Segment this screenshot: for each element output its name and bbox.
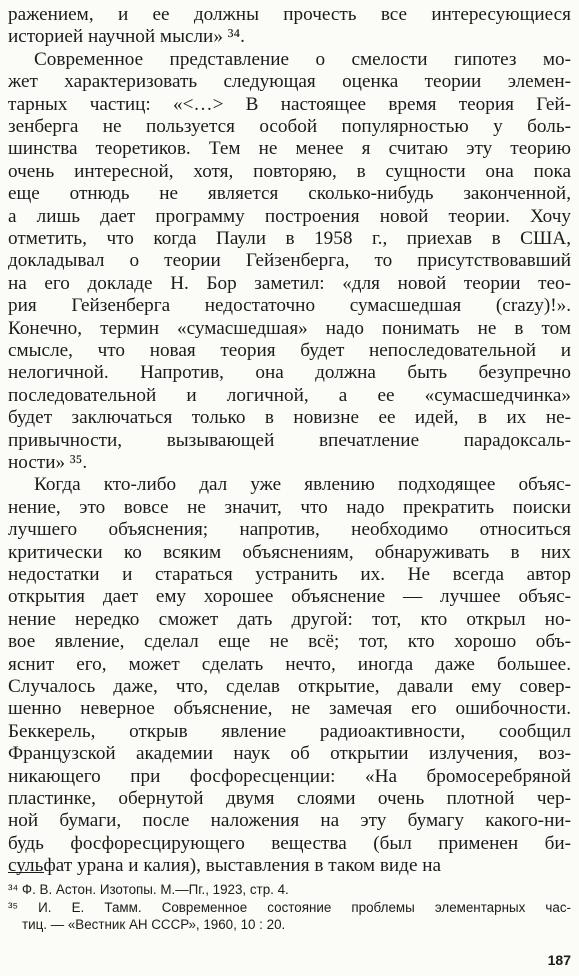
footnote-line: ³⁵ И. Е. Тамм. Современное состояние проблемы элементарных час- — [8, 900, 571, 915]
text-line: нелогичной. Напротив, она должна быть безупречно — [8, 362, 571, 384]
text-line: будет заключаться только в новизне ее идей, в их не- — [8, 407, 571, 429]
text-line: ной бумаги, после наложения на эту бумагу какого-ни- — [8, 810, 571, 832]
text-line: пластинке, обернутой двумя слоями очень плотной чер- — [8, 788, 571, 809]
text-line: критически ко всяким объяснениям, обнаруживать в них — [8, 541, 571, 563]
text-line: открытия дает ему хорошее объяснение — лучшее объяс- — [8, 586, 571, 608]
text-line: Современное представление о смелости гипотез мо- — [34, 48, 571, 70]
text-line: Французской академии наук об открытии излучения, воз- — [8, 743, 571, 765]
footnote-rule — [8, 872, 44, 873]
text-line: историей научной мысли» ³⁴. — [8, 26, 245, 48]
text-line: недостатки и стараться устранить их. Не всегда автор — [8, 564, 571, 585]
text-line: вое явление, сделал еще не всё; тот, кто хорошо объ- — [8, 631, 571, 653]
page-number: 187 — [547, 952, 571, 968]
text-line: никающего при фосфоресценции: «На бромосеребряной — [8, 765, 571, 787]
text-line: будь фосфоресцирующего вещества (был применен би- — [8, 832, 571, 854]
text-line: очень интересной, хотя, повторяю, в сущности она пока — [8, 160, 571, 182]
text-line: ражением, и ее должны прочесть все интересующиеся — [8, 4, 571, 25]
text-line: докладывал о теории Гейзенберга, то присутствовавший — [8, 250, 571, 272]
text-line: тарных частиц: «<…> В настоящее время теория Гей- — [8, 93, 571, 115]
footnote-line: тиц. — «Вестник АН СССР», 1960, 10 : 20. — [22, 917, 286, 932]
text-line: жет характеризовать следующая оценка теории элемен- — [8, 71, 571, 93]
text-line: отметить, что когда Паули в 1958 г., приехав в США, — [8, 228, 571, 249]
text-line: Случалось даже, что, сделав открытие, давали ему совер- — [8, 676, 571, 697]
text-line: шинства теоретиков. Тем не менее я считаю эту теорию — [8, 138, 571, 160]
text-line: шенно неверное объяснение, не замечая его ошибочности. — [8, 698, 571, 720]
text-line: зенберга не пользуется особой популярностью у боль- — [8, 116, 571, 137]
text-line: Беккерель, открыв явление радиоактивности, сообщил — [8, 720, 571, 742]
text-line: еще отнюдь не является сколько-нибудь законченной, — [8, 183, 571, 205]
text-line: нение нередко сможет дать другой: тот, кто открыл но- — [8, 608, 571, 630]
text-line: а лишь дает программу построения новой теории. Хочу — [8, 205, 571, 227]
text-line: Конечно, термин «сумасшедшая» надо понимать не в том — [8, 317, 571, 339]
text-line: Когда кто-либо дал уже явлению подходящее объяс- — [34, 474, 571, 496]
footnote-line: ³⁴ Ф. В. Астон. Изотопы. М.—Пг., 1923, стр. 4. — [8, 882, 289, 897]
text-line: привычности, вызывающей впечатление парадоксаль- — [8, 429, 571, 451]
text-line: смысле, что новая теория будет непоследовательной и — [8, 340, 571, 361]
text-line: лучшего объяснения; напротив, необходимо относиться — [8, 519, 571, 541]
text-line: рия Гейзенберга недостаточно сумасшедшая (crazy)!». — [8, 295, 571, 317]
text-line: ности» ³⁵. — [8, 452, 88, 473]
text-line: на его докладе Н. Бор заметил: «для новой теории тео- — [8, 272, 571, 294]
text-line: нение, это вовсе не значит, что надо прекратить поиски — [8, 496, 571, 518]
text-line: последовательной и логичной, а ее «сумасшедчинка» — [8, 384, 571, 406]
text-line: сульфат урана и калия), выставления в таком виде на — [8, 855, 442, 877]
text-line: яснит его, может сделать нечто, иногда даже большее. — [8, 653, 571, 675]
